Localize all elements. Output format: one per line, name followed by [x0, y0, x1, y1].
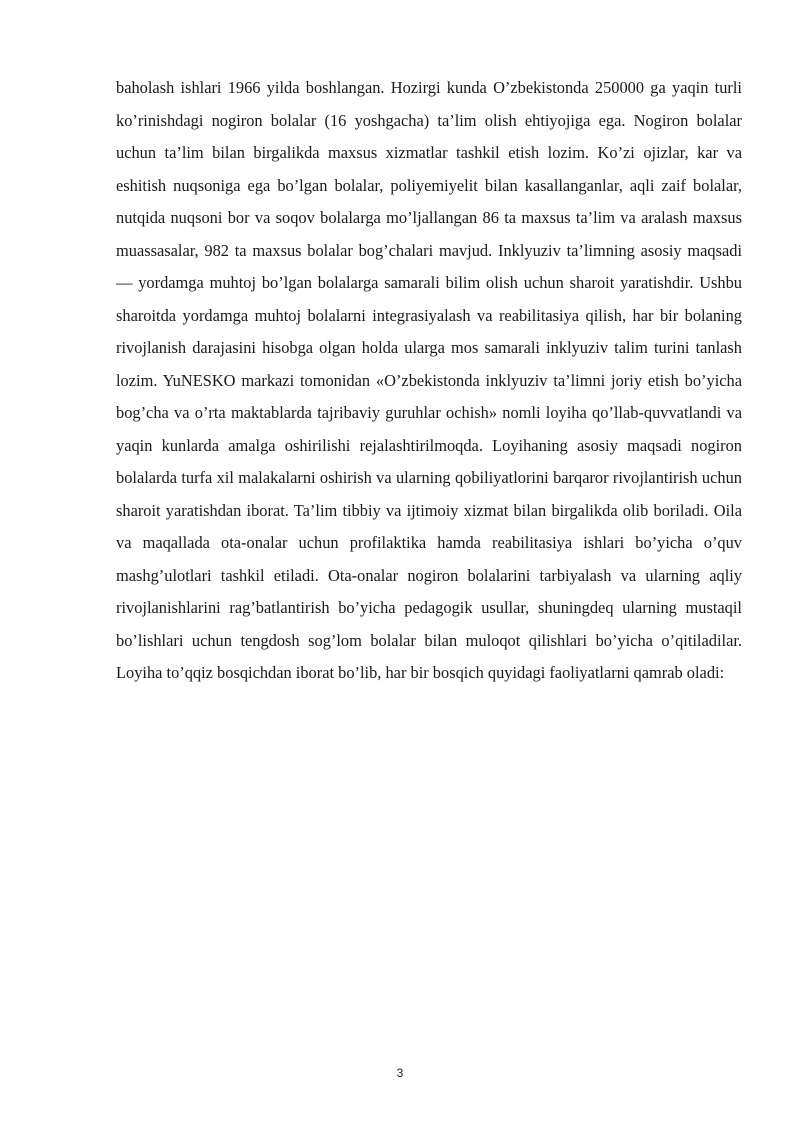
page-number: 3 — [396, 1066, 404, 1080]
body-paragraph: baholash ishlari 1966 yilda boshlangan. Hozirgi kunda O’zbekistonda 250000 ga yaqin turli ko’rinishdagi nogiron bolalar (16 yoshgacha) ta’lim olish ehtiyojiga ega. Nogiron bolalar uchun ta’lim bilan birgalikda maxsus xizmatlar tashkil etish lozim. Ko’zi ojizlar, kar va eshitish nuqsoniga ega bo’lgan bolalar, poliyemiyelit bilan kasallanganlar, aqli zaif bolalar, nutqida nuqsoni bor va soqov bolalarga mo’ljallangan 86 ta maxsus ta’lim va aralash maxsus muassasalar, 982 ta maxsus bolalar bog’chalari mavjud. Inklyuziv ta’limning asosiy maqsadi — yordamga muhtoj bo’lgan bolalarga samarali bilim olish uchun sharoit yaratishdir. Ushbu sharoitda yordamga muhtoj bolalarni integrasiyalash va reabilitasiya qilish, har bir bolaning rivojlanish darajasini hisobga olgan holda ularga mos samarali inklyuziv talim turini tanlash lozim. YuNESKO markazi tomonidan «O’zbekistonda inklyuziv ta’limni joriy etish bo’yicha bog’cha va o’rta maktablarda tajribaviy guruhlar ochish» nomli loyiha qo’llab-quvvatlandi va yaqin kunlarda amalga oshirilishi rejalashtirilmoqda. Loyihaning asosiy maqsadi nogiron bolalarda turfa xil malakalarni oshirish va ularning qobiliyatlorini barqaror rivojlantirish uchun sharoit yaratishdan iborat. Ta’lim tibbiy va ijtimoiy xizmat bilan birgalikda olib boriladi. Oila va maqallada ota-onalar uchun profilaktika hamda reabilitasiya ishlari bo’yicha o’quv mashg’ulotlari tashkil etiladi. Ota-onalar nogiron bolalarini tarbiyalash va ularning aqliy rivojlanishlarini rag’batlantirish bo’yicha pedagogik usullar, shuningdeq ularning mustaqil bo’lishlari uchun tengdosh sog’lom bolalar bilan muloqot qilishlari bo’yicha o’qitiladilar. Loyiha to’qqiz bosqichdan iborat bo’lib, har bir bosqich quyidagi faoliyatlarni qamrab oladi: — [116, 78, 742, 682]
